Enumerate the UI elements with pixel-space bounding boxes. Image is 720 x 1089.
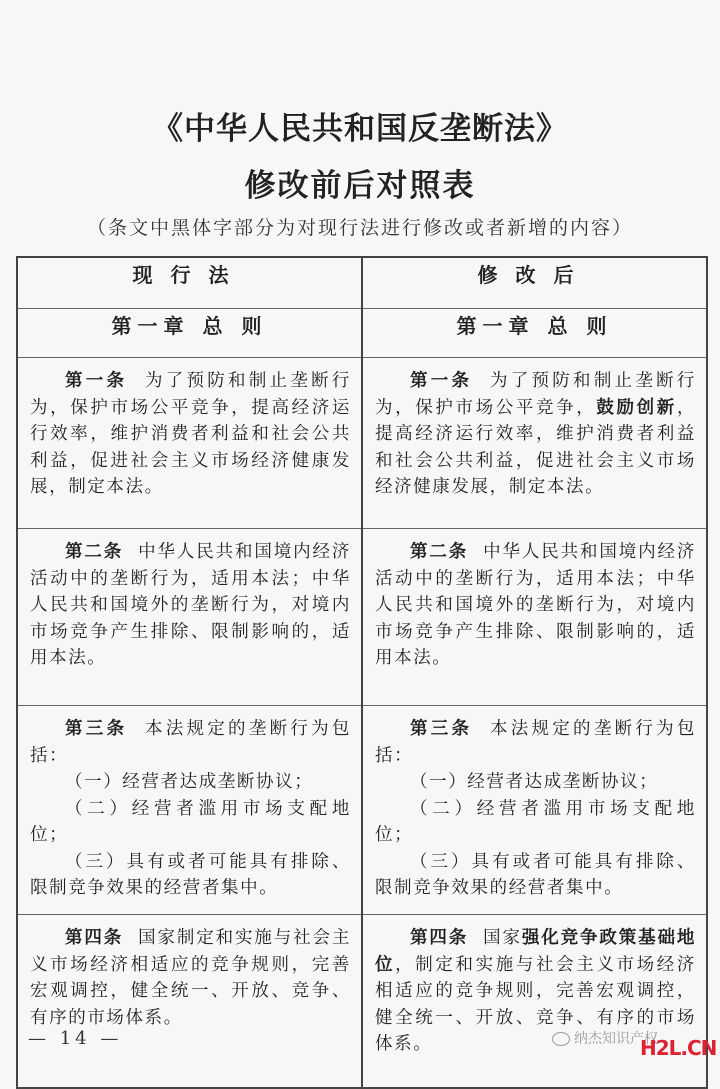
chapter-heading-current: 第一章 总 则: [17, 309, 362, 358]
chapter-heading-revised: 第一章 总 则: [362, 309, 707, 358]
article-cell-revised: [362, 529, 707, 706]
watermark-text: 纳杰知识产权: [574, 1031, 658, 1047]
table-row: [17, 358, 707, 529]
amended-text: 强化竞争政策基础地位: [375, 928, 697, 975]
article-cell-current: [17, 358, 362, 529]
article-cell-revised: [362, 358, 707, 529]
article-number: 第四条: [65, 928, 124, 948]
table-row: [17, 529, 707, 706]
table-row: [17, 706, 707, 915]
list-item: （三）具有或者可能具有排除、限制竞争效果的经营者集中。: [30, 851, 351, 898]
list-item: （二）经营者滥用市场支配地位；: [30, 798, 351, 845]
article-number: 第一条: [410, 371, 473, 391]
document-note: （条文中黑体字部分为对现行法进行修改或者新增的内容）: [86, 217, 633, 239]
page-number: — 14 —: [28, 1028, 123, 1049]
comparison-table: [16, 256, 708, 1089]
column-header-revised: 修改后: [362, 257, 707, 309]
article-text: 中华人民共和国境内经济活动中的垄断行为，适用本法；中华人民共和国境外的垄断行为，对境内市场竞争产生排除、限制影响的，适用本法。: [30, 542, 351, 668]
chapter-row: [17, 309, 707, 358]
article-number: 第二条: [410, 542, 469, 562]
table-row: [17, 915, 707, 1089]
list-item: （二）经营者滥用市场支配地位；: [375, 798, 696, 845]
article-cell-revised: [362, 706, 707, 915]
list-item: （一）经营者达成垄断协议；: [65, 772, 314, 792]
site-logo: H2L.CN: [640, 1036, 717, 1060]
article-text: 国家: [483, 928, 522, 948]
document-title: 《中华人民共和国反垄断法》: [152, 111, 568, 147]
article-text: 本法规定的垄断行为包括：: [375, 719, 697, 766]
document-subtitle: 修改前后对照表: [244, 168, 476, 204]
table-header-row: [17, 257, 707, 309]
article-text: 本法规定的垄断行为包括：: [30, 719, 352, 766]
article-number: 第四条: [410, 928, 469, 948]
article-text: 国家制定和实施与社会主义市场经济相适应的竞争规则，完善宏观调控，健全统一、开放、竞争、有序的市场体系。: [30, 928, 351, 1028]
article-cell-current: [17, 915, 362, 1089]
article-number: 第三条: [410, 719, 473, 739]
article-cell-current: [17, 706, 362, 915]
wechat-icon: [552, 1032, 570, 1046]
article-text: 为了预防和制止垄断行为，保护市场公平竞争，: [375, 371, 697, 418]
list-item: （三）具有或者可能具有排除、限制竞争效果的经营者集中。: [375, 851, 696, 898]
amended-text: 鼓励创新: [596, 397, 677, 418]
article-cell-current: [17, 529, 362, 706]
article-text: 中华人民共和国境内经济活动中的垄断行为，适用本法；中华人民共和国境外的垄断行为，对境内市场竞争产生排除、限制影响的，适用本法。: [375, 542, 696, 668]
article-number: 第三条: [65, 719, 128, 739]
article-text: ，制定和实施与社会主义市场经济相适应的竞争规则，完善宏观调控，健全统一、开放、竞争、有序的市场体系。: [375, 954, 697, 1054]
article-cell-revised: [362, 915, 707, 1089]
column-header-current: 现行法: [17, 257, 362, 309]
list-item: （一）经营者达成垄断协议；: [410, 772, 659, 792]
article-text: ，提高经济运行效率，维护消费者利益和社会公共利益，促进社会主义市场经济健康发展，制定本法。: [375, 397, 696, 497]
article-number: 第一条: [65, 371, 128, 391]
article-number: 第二条: [65, 542, 124, 562]
article-text: 为了预防和制止垄断行为，保护市场公平竞争，提高经济运行效率，维护消费者利益和社会公共利益，促进社会主义市场经济健康发展，制定本法。: [30, 371, 352, 497]
